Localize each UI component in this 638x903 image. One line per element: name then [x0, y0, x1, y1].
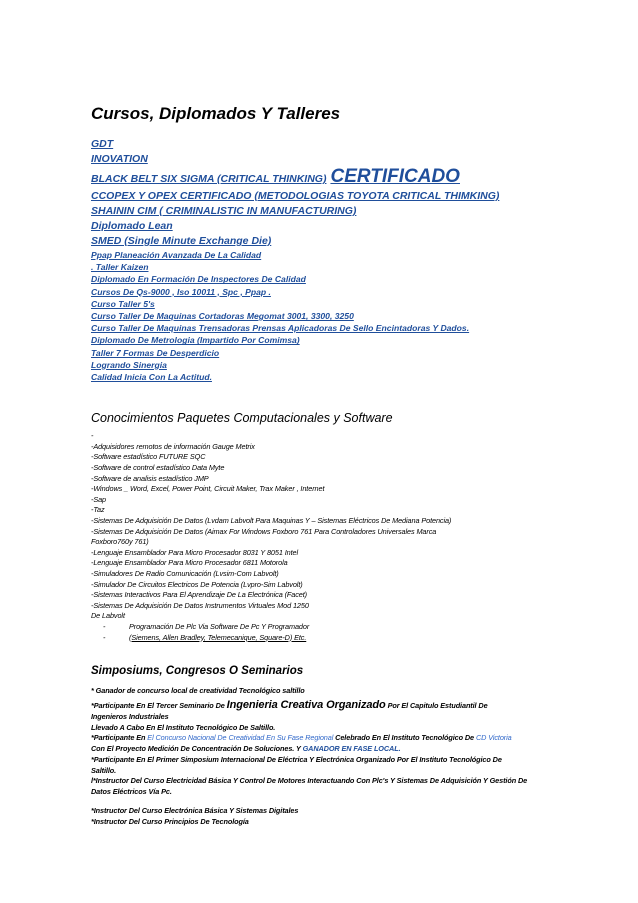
course-item[interactable]: SHAININ CIM ( CRIMINALISTIC IN MANUFACTURING) [91, 205, 357, 217]
software-item: Foxboro760y 761) [91, 537, 149, 547]
course-item[interactable]: Curso Taller De Maquinas Cortadoras Megomat 3001, 3300, 3250 [91, 311, 354, 322]
software-item: -Lenguaje Ensamblador Para Micro Procesador 8031 Y 8051 Intel [91, 547, 298, 557]
course-item[interactable]: INOVATION [91, 153, 148, 165]
symposium-line: l*Instructor Del Curso Electricidad Básica Y Control De Motores Interactuando Con Plc's Y Sistemas De Adquisición Y Gestión De [91, 776, 528, 786]
software-item: -Adquisidores remotos de información Gauge Metrix [91, 441, 255, 451]
course-item[interactable]: Taller 7 Formas De Desperdicio [91, 347, 220, 358]
course-item[interactable]: Curso Taller De Maquinas Trensadoras Prensas Aplicadoras De Sello Encintadoras Y Dados. [91, 323, 470, 334]
software-item: -Simuladores De Radio Comunicación (Lvsim-Com Labvolt) [91, 568, 279, 578]
course-item[interactable]: GDT [91, 138, 114, 150]
software-bullet [91, 633, 551, 644]
software-item: -Windows _ Word, Excel, Power Point, Circuit Maker, Trax Maker , Internet [91, 484, 325, 494]
software-item: -Lenguaje Ensamblador Para Micro Procesador 6811 Motorola [91, 558, 288, 568]
course-list [91, 137, 551, 383]
course-item[interactable]: SMED (Single Minute Exchange Die) [91, 235, 272, 247]
course-item[interactable]: Curso Taller 5's [91, 298, 155, 309]
software-bullet [91, 622, 551, 633]
software-bullets [91, 622, 551, 643]
course-item[interactable]: Ppap Planeación Avanzada De La Calidad [91, 250, 262, 260]
course-label: BLACK BELT SIX SIGMA (CRITICAL THINKING) [91, 173, 327, 185]
symposium-list [91, 686, 551, 828]
symposium-line: *Participante En El Tercer Seminario De Ingenieria Creativa Organizado Por El Capitulo Estudiantil De [91, 698, 488, 711]
software-item: - [91, 431, 94, 441]
software-item: -Taz [91, 505, 105, 515]
software-item: -Software de control estadístico Data Myte [91, 463, 225, 473]
software-item: De Labvolt [91, 611, 125, 621]
symposium-line: *Instructor Del Curso Electrónica Básica Y Sistemas Digitales [91, 806, 299, 816]
symposium-line: * Ganador de concurso local de creatividad Tecnológico saltillo [91, 686, 305, 696]
certified-label: CERTIFICADO [330, 167, 460, 187]
course-item[interactable]: Calidad Inicia Con La Actitud. [91, 372, 212, 383]
software-list [91, 431, 551, 622]
course-item[interactable] [91, 167, 551, 189]
software-item: -Software estadístico FUTURE SQC [91, 452, 206, 462]
software-item: -Simulador De Circuitos Electricos De Potencia (Lvpro-Sim Labvolt) [91, 579, 303, 589]
course-item[interactable]: Diplomado En Formación De Inspectores De Calidad [91, 274, 306, 285]
software-item: -Software de analisis estadístico JMP [91, 473, 209, 483]
courses-heading: Cursos, Diplomados Y Talleres [91, 104, 341, 123]
symposium-line: Ingenieros Industriales [91, 711, 169, 721]
software-heading: Conocimientos Paquetes Computacionales y Software [91, 411, 393, 426]
bullet-text: (Siemens, Allen Bradley, Telemecanique, Square-D) Etc. [129, 632, 307, 642]
symposium-line: *Participante En El Concurso Nacional De Creatividad En Su Fase Regional Celebrado En El Instituto Tecnológico De CD Victoria [91, 733, 512, 743]
course-item[interactable]: Logrando Sinergia [91, 359, 167, 370]
symposium-line: Con El Proyecto Medición De Concentración De Soluciones. Y GANADOR EN FASE LOCAL. [91, 744, 401, 754]
software-item: -Sistemas De Adquisición De Datos (Lvdam Labvolt Para Maquinas Y – Sistemas Eléctricos De Mediana Potencia) [91, 515, 452, 525]
software-item: -Sistemas De Adquisición De Datos Instrumentos Virtuales Mod 1250 [91, 600, 309, 610]
symposium-line: Datos Eléctricos Vía Pc. [91, 787, 172, 797]
symposium-line: Llevado A Cabo En El Instituto Tecnológico De Saltillo. [91, 722, 276, 732]
course-item[interactable]: Diplomado De Metrologia (Impartido Por Comimsa) [91, 335, 300, 346]
bullet-dash: - [103, 621, 106, 631]
symposium-heading: Simposiums, Congresos O Seminarios [91, 665, 304, 678]
bullet-text: Programación De Plc Via Software De Pc Y Programador [129, 621, 310, 631]
course-item[interactable]: Diplomado Lean [91, 220, 173, 232]
bullet-dash: - [103, 632, 106, 642]
software-item: -Sap [91, 494, 107, 504]
course-item[interactable]: . Taller Kaizen [91, 262, 149, 273]
course-item[interactable]: Cursos De Qs-9000 , Iso 10011 , Spc , Ppap . [91, 286, 271, 297]
resume-page [91, 104, 551, 828]
symposium-line: *Participante En El Primer Simposium Internacional De Eléctrica Y Electrónica Organizado Por El Instituto Tecnológico De [91, 754, 502, 764]
symposium-line: Saltillo. [91, 765, 117, 775]
course-item[interactable]: CCOPEX Y OPEX CERTIFICADO (METODOLOGIAS TOYOTA CRITICAL THIMKING) [91, 190, 500, 202]
symposium-line: *Instructor Del Curso Principios De Tecnología [91, 816, 249, 826]
software-item: -Sistemas Interactivos Para El Aprendizaje De La Electrónica (Facet) [91, 590, 307, 600]
software-item: -Sistemas De Adquisición De Datos (Aimax For Windows Foxboro 761 Para Controladores Universales Marca [91, 526, 437, 536]
